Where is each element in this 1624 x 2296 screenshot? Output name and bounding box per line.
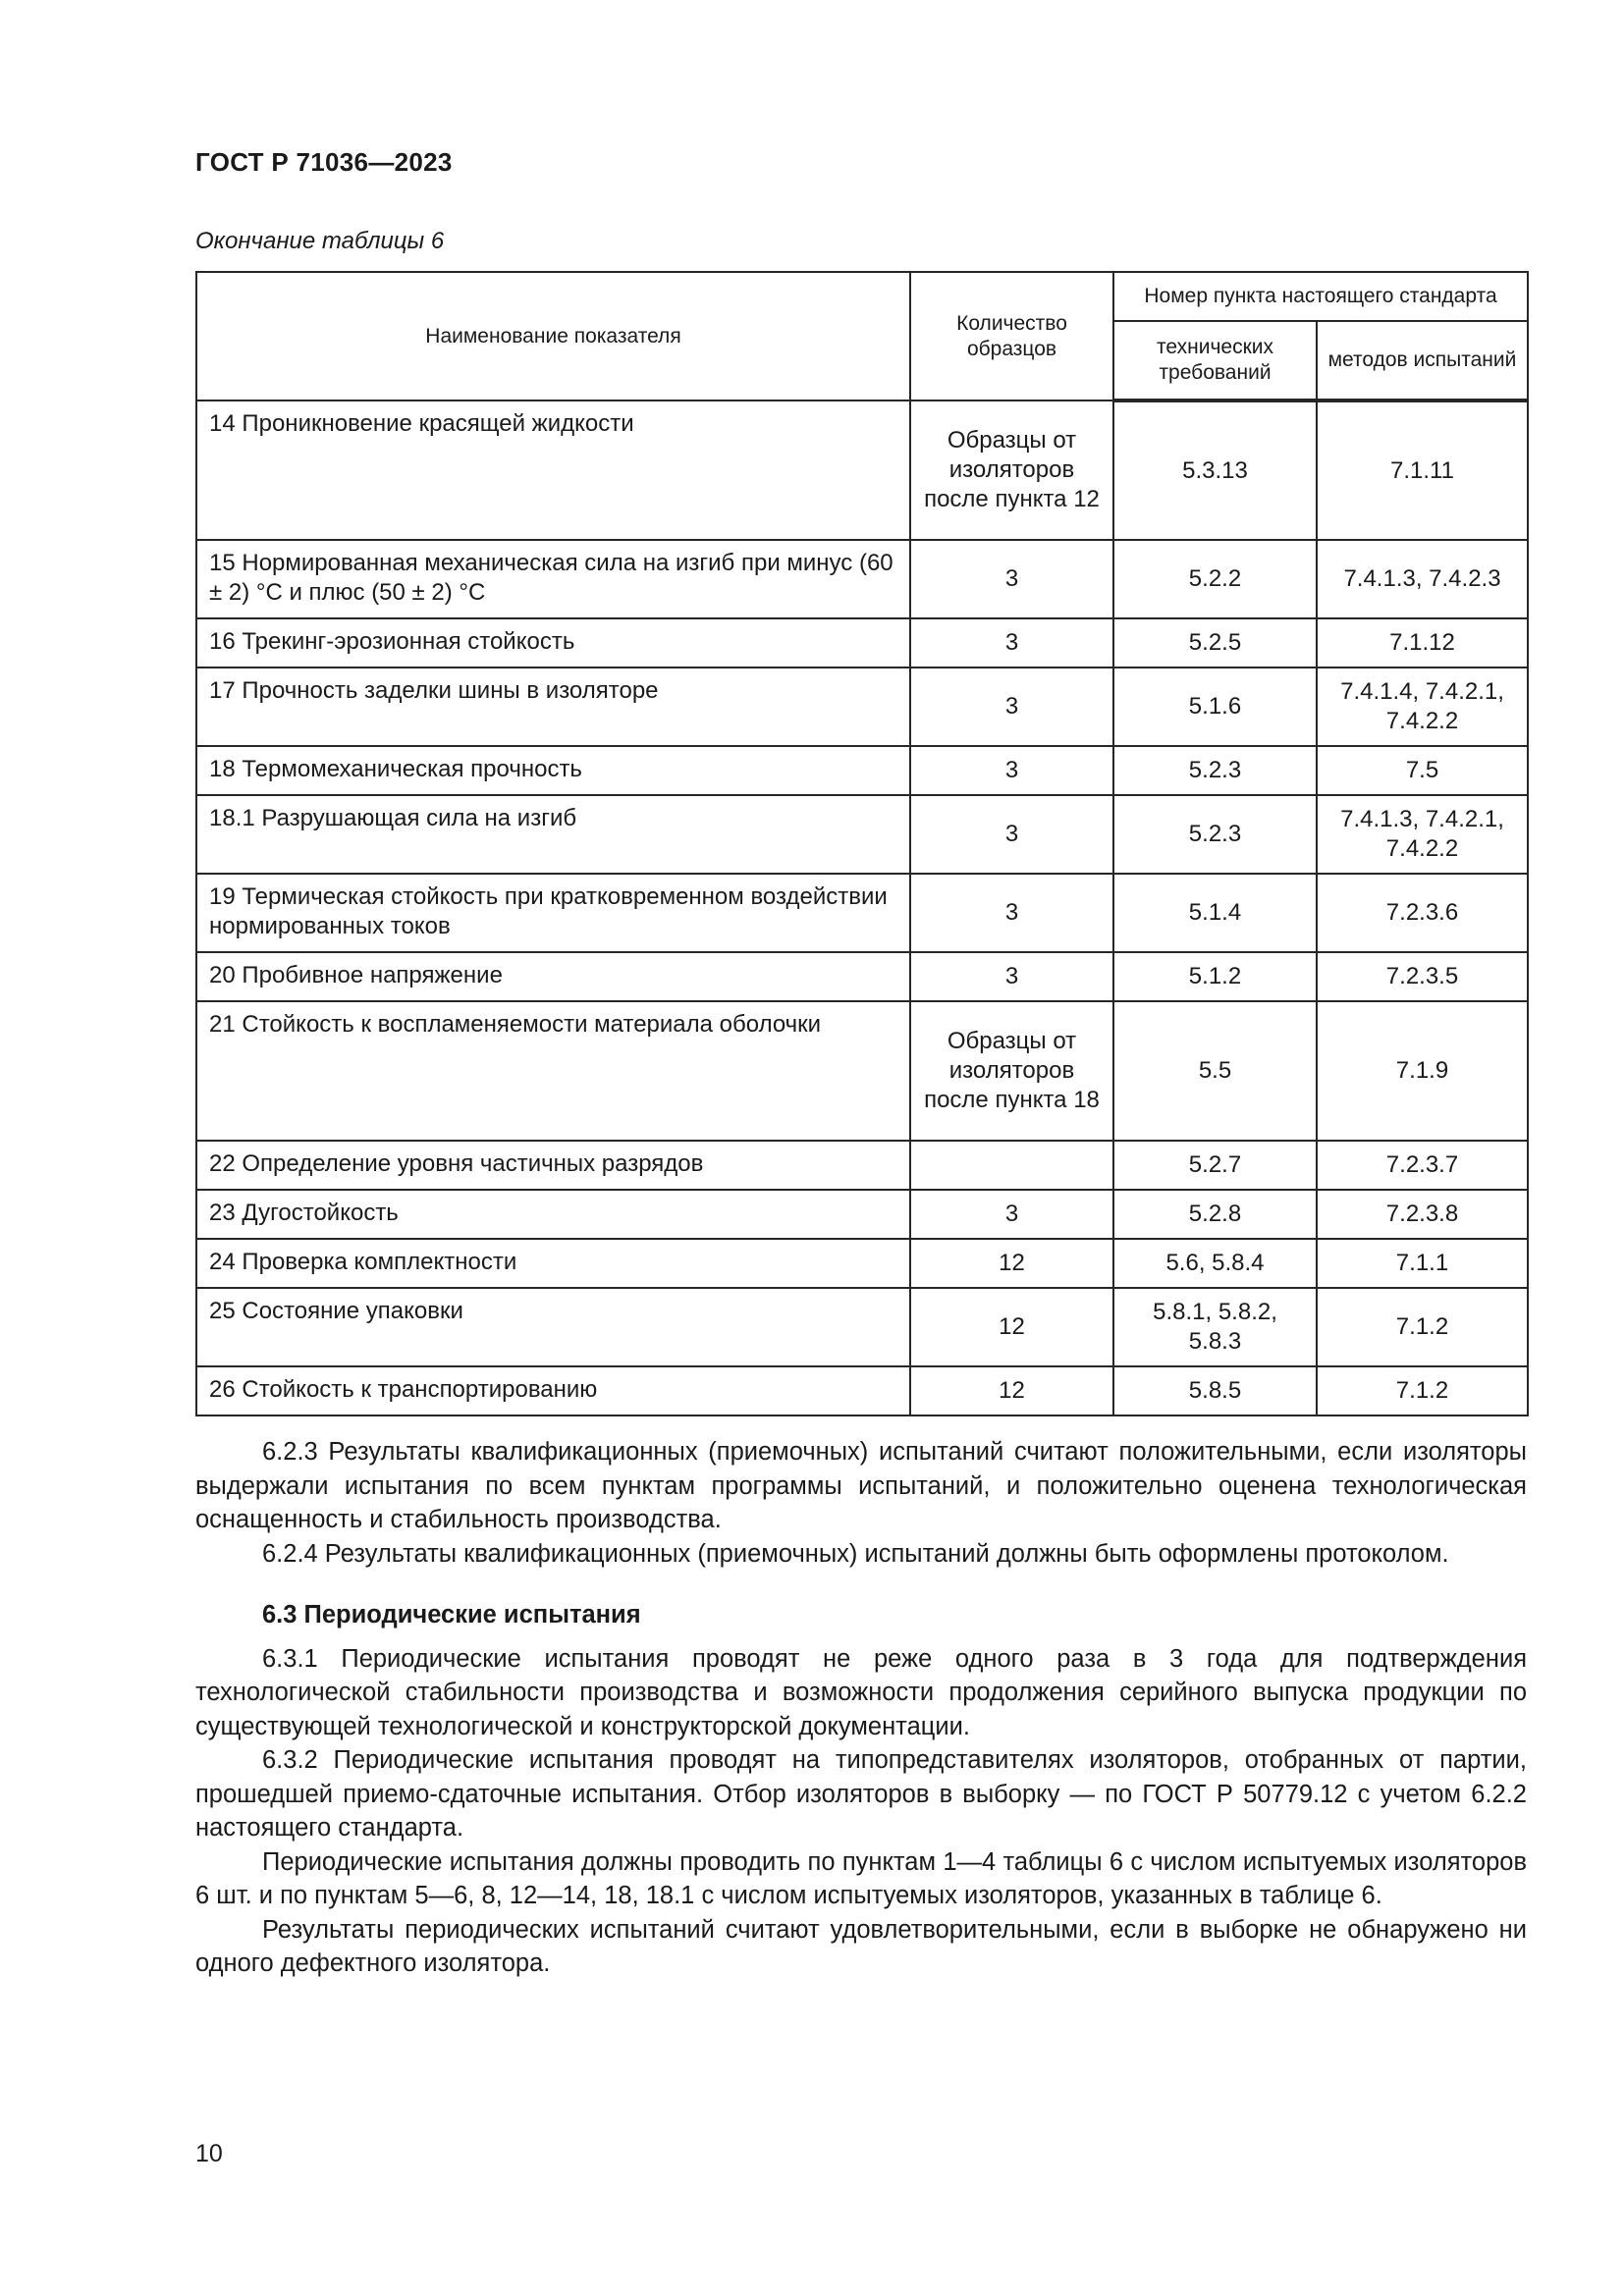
- header-tech-requirements: технических требований: [1113, 321, 1317, 400]
- paragraph-periodic-results: Результаты периодических испытаний считают удовлетворительными, если в выборке не обнаружено ни одного дефектного изолятора.: [195, 1915, 1527, 1977]
- table-row: [196, 746, 1528, 795]
- row-sample-count: 3: [910, 667, 1113, 746]
- row-test-method-clause: 7.4.1.4, 7.4.2.1, 7.4.2.2: [1317, 667, 1528, 746]
- row-test-method-clause: 7.4.1.3, 7.4.2.1, 7.4.2.2: [1317, 795, 1528, 874]
- row-test-method-clause: 7.4.1.3, 7.4.2.3: [1317, 540, 1528, 618]
- row-sample-count: 12: [910, 1366, 1113, 1415]
- row-tech-requirement-clause: 5.2.5: [1113, 618, 1317, 667]
- table-row: [196, 874, 1528, 952]
- row-tech-requirement-clause: 5.2.3: [1113, 746, 1317, 795]
- page-number: 10: [195, 2140, 223, 2167]
- document-code: ГОСТ Р 71036—2023: [195, 147, 453, 177]
- paragraph-periodic-items: Периодические испытания должны проводить по пунктам 1—4 таблицы 6 с числом испытуемых изоляторов 6 шт. и по пунктам 5—6, 8, 12—14, 18, 18.1 с числом испытуемых изоляторов, указанных в таблице 6.: [195, 1847, 1527, 1909]
- row-sample-count: 12: [910, 1288, 1113, 1366]
- row-test-method-clause: 7.1.2: [1317, 1288, 1528, 1366]
- row-tech-requirement-clause: 5.2.3: [1113, 795, 1317, 874]
- body-text: [195, 1435, 1527, 1981]
- row-indicator-name: 18.1 Разрушающая сила на изгиб: [196, 795, 910, 874]
- table-row: [196, 1239, 1528, 1288]
- table-body: [196, 400, 1528, 1415]
- table-row: [196, 1366, 1528, 1415]
- row-indicator-name: 17 Прочность заделки шины в изоляторе: [196, 667, 910, 746]
- row-indicator-name: 24 Проверка комплектности: [196, 1239, 910, 1288]
- row-indicator-name: 18 Термомеханическая прочность: [196, 746, 910, 795]
- row-test-method-clause: 7.5: [1317, 746, 1528, 795]
- row-test-method-clause: 7.1.2: [1317, 1366, 1528, 1415]
- row-indicator-name: 23 Дугостойкость: [196, 1190, 910, 1239]
- row-test-method-clause: 7.2.3.8: [1317, 1190, 1528, 1239]
- header-test-methods: методов испытаний: [1317, 321, 1528, 400]
- row-tech-requirement-clause: 5.2.2: [1113, 540, 1317, 618]
- row-sample-count: 3: [910, 795, 1113, 874]
- specification-table: [195, 271, 1529, 1416]
- header-clause-group: Номер пункта настоящего стандарта: [1113, 272, 1528, 321]
- row-sample-count: 3: [910, 1190, 1113, 1239]
- row-indicator-name: 21 Стойкость к воспламеняемости материала оболочки: [196, 1001, 910, 1141]
- row-test-method-clause: 7.1.9: [1317, 1001, 1528, 1141]
- table-row: [196, 1190, 1528, 1239]
- row-tech-requirement-clause: 5.3.13: [1113, 400, 1317, 540]
- table-row: [196, 1288, 1528, 1366]
- row-tech-requirement-clause: 5.5: [1113, 1001, 1317, 1141]
- row-test-method-clause: 7.1.11: [1317, 400, 1528, 540]
- row-tech-requirement-clause: 5.2.8: [1113, 1190, 1317, 1239]
- row-sample-count: 3: [910, 874, 1113, 952]
- row-test-method-clause: 7.2.3.7: [1317, 1141, 1528, 1190]
- row-indicator-name: 16 Трекинг-эрозионная стойкость: [196, 618, 910, 667]
- row-test-method-clause: 7.1.12: [1317, 618, 1528, 667]
- row-indicator-name: 19 Термическая стойкость при кратковременном воздействии нормированных токов: [196, 874, 910, 952]
- paragraph-6-2-4: 6.2.4 Результаты квалификационных (приемочных) испытаний должны быть оформлены протоколом.: [262, 1539, 1449, 1568]
- row-test-method-clause: 7.2.3.5: [1317, 952, 1528, 1001]
- row-tech-requirement-clause: 5.8.5: [1113, 1366, 1317, 1415]
- table-row: [196, 400, 1528, 540]
- row-indicator-name: 20 Пробивное напряжение: [196, 952, 910, 1001]
- paragraph-6-3-1: 6.3.1 Периодические испытания проводят не реже одного раза в 3 года для подтверждения технологической стабильности производства и возможности продолжения серийного выпуска продукции по существующей технологической и конструкторской документации.: [195, 1644, 1527, 1740]
- table-row: [196, 795, 1528, 874]
- row-tech-requirement-clause: 5.1.4: [1113, 874, 1317, 952]
- row-sample-count: 3: [910, 952, 1113, 1001]
- row-indicator-name: 14 Проникновение красящей жидкости: [196, 400, 910, 540]
- row-tech-requirement-clause: 5.1.2: [1113, 952, 1317, 1001]
- row-indicator-name: 26 Стойкость к транспортированию: [196, 1366, 910, 1415]
- section-heading-6-3: 6.3 Периодические испытания: [262, 1601, 641, 1629]
- table-row: [196, 1001, 1528, 1141]
- row-indicator-name: 15 Нормированная механическая сила на изгиб при минус (60 ± 2) °С и плюс (50 ± 2) °С: [196, 540, 910, 618]
- row-sample-count: 3: [910, 618, 1113, 667]
- row-test-method-clause: 7.2.3.6: [1317, 874, 1528, 952]
- table-caption: Окончание таблицы 6: [195, 228, 445, 254]
- header-indicator-name: Наименование показателя: [196, 272, 910, 400]
- row-sample-count: 12: [910, 1239, 1113, 1288]
- row-tech-requirement-clause: 5.8.1, 5.8.2, 5.8.3: [1113, 1288, 1317, 1366]
- table-row: [196, 952, 1528, 1001]
- row-sample-count: Образцы от изоляторов после пункта 18: [910, 1001, 1113, 1141]
- table-row: [196, 540, 1528, 618]
- row-sample-count: 3: [910, 746, 1113, 795]
- row-tech-requirement-clause: 5.1.6: [1113, 667, 1317, 746]
- row-indicator-name: 25 Состояние упаковки: [196, 1288, 910, 1366]
- table-row: [196, 1141, 1528, 1190]
- table-row: [196, 618, 1528, 667]
- row-indicator-name: 22 Определение уровня частичных разрядов: [196, 1141, 910, 1190]
- row-test-method-clause: 7.1.1: [1317, 1239, 1528, 1288]
- row-tech-requirement-clause: 5.6, 5.8.4: [1113, 1239, 1317, 1288]
- row-tech-requirement-clause: 5.2.7: [1113, 1141, 1317, 1190]
- header-sample-count: Количество образцов: [910, 272, 1113, 400]
- paragraph-6-2-3: 6.2.3 Результаты квалификационных (приемочных) испытаний считают положительными, если изоляторы выдержали испытания по всем пунктам программы испытаний, и положительно оценена технологическая оснащенность и стабильность производства.: [195, 1438, 1527, 1533]
- paragraph-6-3-2: 6.3.2 Периодические испытания проводят на типопредставителях изоляторов, отобранных от партии, прошедшей приемо-сдаточные испытания. Отбор изоляторов в выборку — по ГОСТ Р 50779.12 с учетом 6.2.2 настоящего стандарта.: [195, 1746, 1527, 1842]
- row-sample-count: Образцы от изоляторов после пункта 12: [910, 400, 1113, 540]
- row-sample-count: 3: [910, 540, 1113, 618]
- table-row: [196, 667, 1528, 746]
- row-sample-count: [910, 1141, 1113, 1190]
